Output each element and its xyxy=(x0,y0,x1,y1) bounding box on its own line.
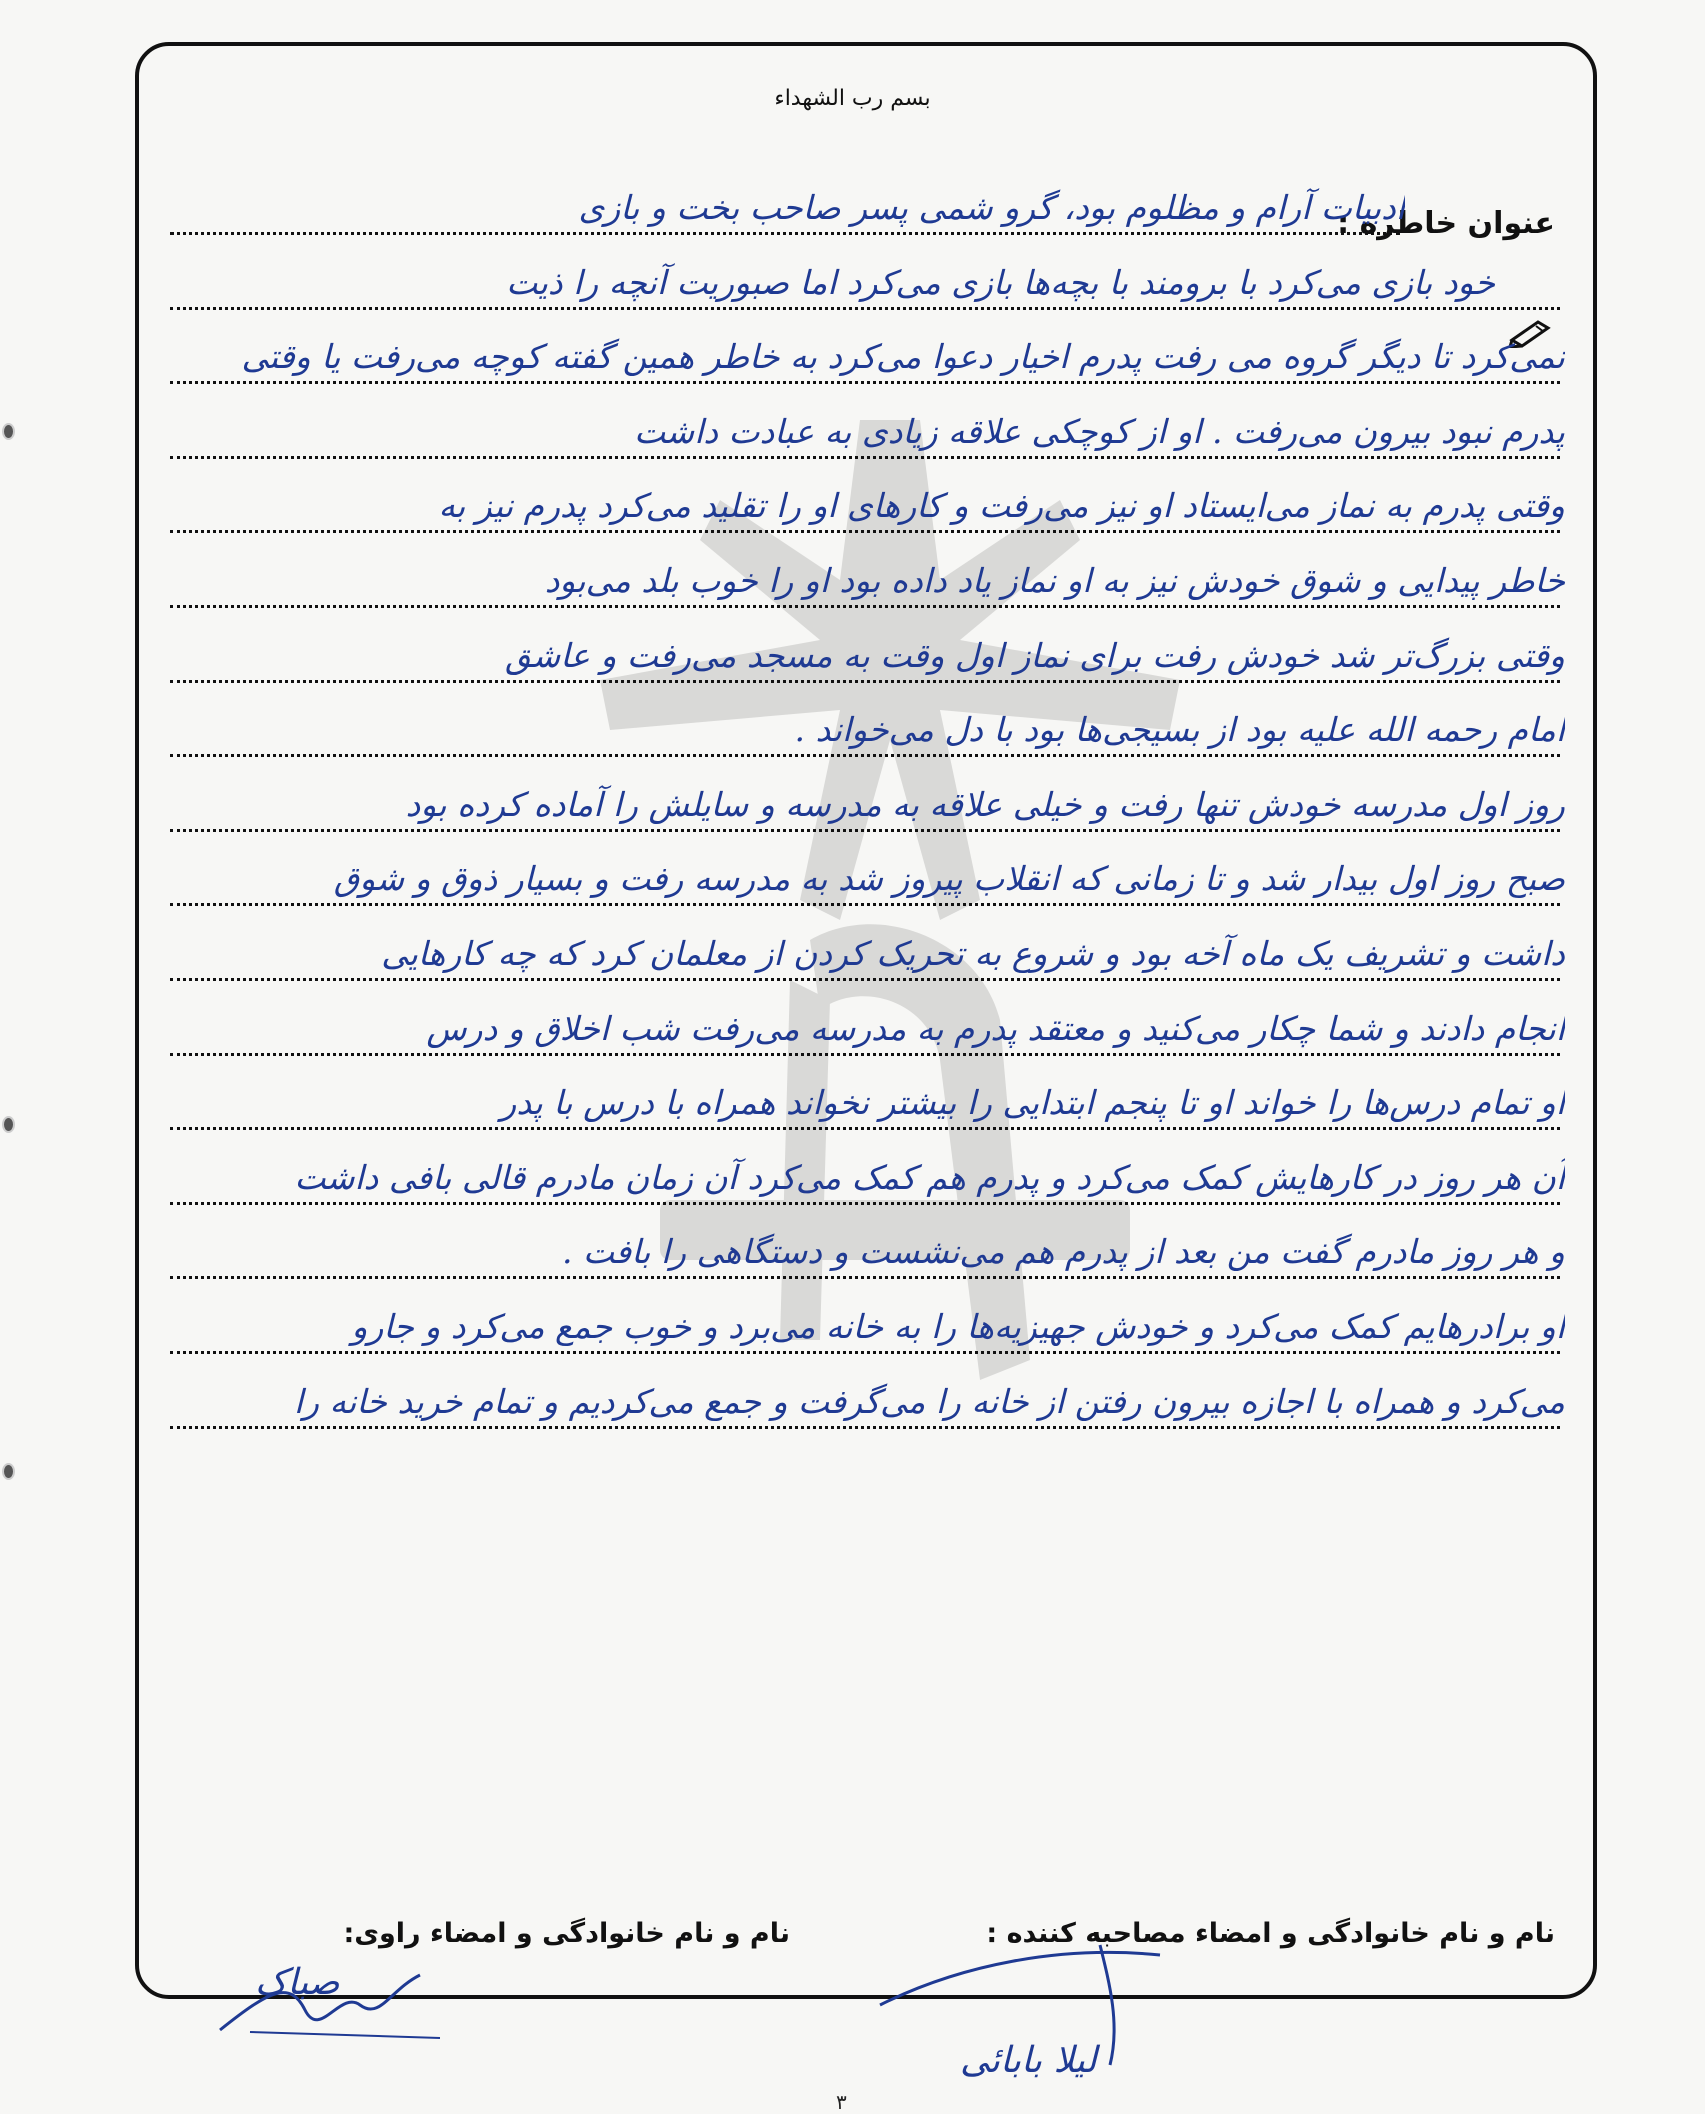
handwritten-line: وقتی بزرگ‌تر شد خودش رفت برای نماز اول وقت به مسجد می‌رفت و عاشق xyxy=(505,636,1565,675)
page-number: ۳ xyxy=(836,2090,847,2114)
dotted-rule xyxy=(170,605,1560,608)
dotted-rule xyxy=(170,680,1560,683)
narrator-label: نام و نام خانوادگی و امضاء راوی: xyxy=(343,1918,790,1949)
handwritten-line: صبح روز اول بیدار شد و تا زمانی که انقلاب پیروز شد به مدرسه رفت و بسیار ذوق و شوق xyxy=(333,859,1565,898)
punch-hole xyxy=(4,1465,13,1478)
dotted-rule xyxy=(170,1426,1560,1429)
handwritten-line: روز اول مدرسه خودش تنها رفت و خیلی علاقه به مدرسه و سایلش را آماده کرده بود xyxy=(405,785,1565,824)
handwritten-line: او تمام درس‌ها را خواند او تا پنجم ابتدایی را بیشتر نخواند همراه با درس با پدر xyxy=(500,1083,1565,1122)
dotted-rule xyxy=(170,232,1400,235)
dotted-rule xyxy=(170,903,1560,906)
dotted-rule xyxy=(170,1351,1560,1354)
title-label: عنوان خاطره : xyxy=(1337,206,1555,241)
dotted-rule xyxy=(170,1276,1560,1279)
dotted-rule xyxy=(170,829,1560,832)
basmala-header: بسم رب الشهداء xyxy=(774,86,931,111)
handwritten-line: می‌کرد و همراه با اجازه بیرون رفتن از خانه را می‌گرفت و جمع می‌کردیم و تمام خرید خانه را xyxy=(293,1382,1565,1421)
dotted-rule xyxy=(170,1202,1560,1205)
handwritten-line: امام رحمه الله علیه بود از بسیجی‌ها بود با دل می‌خواند . xyxy=(794,710,1565,749)
handwritten-line: نمی‌کرد تا دیگر گروه می رفت پدرم اخیار دعوا می‌کرد به خاطر همین گفته کوچه می‌رفت یا وقتی xyxy=(241,337,1565,376)
dotted-rule xyxy=(170,456,1560,459)
dotted-rule xyxy=(170,1127,1560,1130)
dotted-rule xyxy=(170,1053,1560,1056)
interviewer-signature-text: لیلا بابائی xyxy=(960,2040,1097,2081)
punch-hole xyxy=(4,1118,13,1131)
handwritten-line: خاطر پیدایی و شوق خودش نیز به او نماز یاد داده بود او را خوب بلد می‌بود xyxy=(544,561,1565,600)
handwritten-line: داشت و تشریف یک ماه آخه بود و شروع به تحریک کردن از معلمان کرد که چه کارهایی xyxy=(381,934,1565,973)
handwritten-line: ادبیات آرام و مظلوم بود، گرو شمی پسر صاحب بخت و بازی xyxy=(578,188,1405,227)
dotted-rule xyxy=(170,978,1560,981)
dotted-rule xyxy=(170,754,1560,757)
handwritten-line: پدرم نبود بیرون می‌رفت . او از کوچکی علاقه زیادی به عبادت داشت xyxy=(634,412,1565,451)
interviewer-label: نام و نام خانوادگی و امضاء مصاحبه کننده : xyxy=(986,1918,1555,1949)
handwritten-line: او برادرهایم کمک می‌کرد و خودش جهیزیه‌ها را به خانه می‌برد و خوب جمع می‌کرد و جارو xyxy=(351,1307,1565,1346)
narrator-signature-text: صباک xyxy=(255,1962,340,2003)
handwritten-line: خود بازی می‌کرد با برومند با بچه‌ها بازی می‌کرد اما صبوریت آنچه را ذیت xyxy=(506,263,1495,302)
punch-hole xyxy=(4,425,13,438)
dotted-rule xyxy=(170,307,1560,310)
dotted-rule xyxy=(170,381,1560,384)
handwritten-line: انجام دادند و شما چکار می‌کنید و معتقد پدرم به مدرسه می‌رفت شب اخلاق و درس xyxy=(426,1009,1565,1048)
dotted-rule xyxy=(170,530,1560,533)
handwritten-line: آن هر روز در کارهایش کمک می‌کرد و پدرم هم کمک می‌کرد آن زمان مادرم قالی بافی داشت xyxy=(294,1158,1565,1197)
handwritten-line: و هر روز مادرم گفت من بعد از پدرم هم می‌نشست و دستگاهی را بافت . xyxy=(562,1232,1565,1271)
handwritten-line: وقتی پدرم به نماز می‌ایستاد او نیز می‌رفت و کارهای او را تقلید می‌کرد پدرم نیز به xyxy=(438,486,1565,525)
